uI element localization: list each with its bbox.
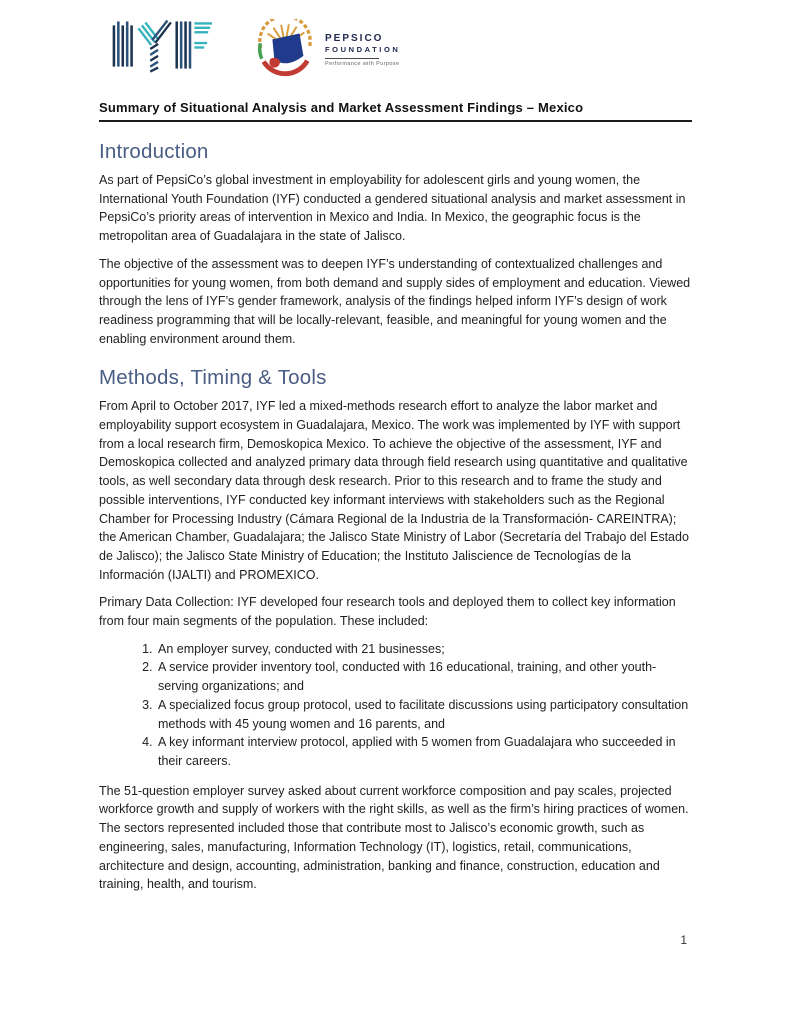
- list-item: 2. A service provider inventory tool, conducted with 16 educational, training, and other youth-serving organizations; and: [156, 658, 692, 695]
- list-item: 1. An employer survey, conducted with 21 businesses;: [156, 640, 692, 659]
- methods-paragraph-3: The 51-question employer survey asked about current workforce composition and pay scales, projected workforce growth and supply of workers with the right skills, as well as the firm’s hiring practices of women. The sectors represented included those that contribute most to Jalisco’s economic growth, such as engineering, sales, manufacturing, Information Technology (IT), logistics, retail, communications, architecture and design, accounting, administration, banking and finance, construction, education and training, health, and tourism.: [99, 783, 689, 892]
- intro-paragraph-1: As part of PepsiCo’s global investment in employability for adolescent girls and young women, the International Youth Foundation (IYF) conducted a gendered situational analysis and market assessment in PepsiCo’s priority areas of intervention in Mexico and India. In Mexico, the geographic focus is the metropolitan area of Guadalajara in the state of Jalisco.: [99, 173, 686, 244]
- research-tools-list: [99, 640, 692, 771]
- methods-paragraph-1: From April to October 2017, IYF led a mixed-methods research effort to analyze the labor market and employability support ecosystem in Guadalajara, Mexico. The work was implemented by IYF with support from a local research firm, Demoskopica Mexico. To achieve the objective of the assessment, IYF and Demoskopica collected and analyzed primary data through field research using quantitative and qualitative tools, as well secondary data through desk research. Prior to this research and to frame the study and possible interventions, IYF conducted key informant interviews with stakeholders such as the Regional Chamber for Processing Industry (Cámara Regional de la Industria de la Transformación- CAREINTRA); the American Chamber, Guadalajara; the Jalisco State Ministry of Labor (Secretaría del Trabajo del Estado de Jalisco); the Jalisco State Ministry of Education; the Instituto Jaliscience de Tecnologías de la Información (IJALTI) and PROMEXICO.: [99, 399, 689, 582]
- pepsico-logo-divider: [325, 58, 379, 59]
- list-item: 3. A specialized focus group protocol, used to facilitate discussions using participatory consultation methods with 45 young women and 16 parents, and: [156, 696, 692, 733]
- section-heading-introduction: Introduction: [99, 140, 209, 163]
- pepsico-emblem-icon: [254, 19, 316, 81]
- pepsico-wordmark-foundation: FOUNDATION: [325, 45, 401, 54]
- document-title: Summary of Situational Analysis and Market Assessment Findings – Mexico: [99, 100, 692, 122]
- methods-paragraph-2: Primary Data Collection: IYF developed four research tools and deployed them to collect key information from four main segments of the population. These included:: [99, 595, 676, 629]
- document-header: [110, 0, 692, 87]
- pepsico-foundation-logo: [254, 19, 400, 81]
- pepsico-tagline: Performance with Purpose: [325, 61, 400, 67]
- page-number: 1: [680, 933, 687, 947]
- list-item: 4. A key informant interview protocol, applied with 5 women from Guadalajara who succeeded in their careers.: [156, 733, 692, 770]
- iyf-logo: [110, 15, 216, 82]
- pepsico-wordmark: PEPSICO: [325, 33, 384, 44]
- intro-paragraph-2: The objective of the assessment was to deepen IYF’s understanding of contextualized challenges and opportunities for young women, from both demand and supply sides of employment and education. Viewed through the lens of IYF’s gender framework, analysis of the findings helped inform IYF’s design of work readiness programming that will be locally-relevant, feasible, and meaningful for young women and the enabling environment around them.: [99, 256, 691, 346]
- section-heading-methods: Methods, Timing & Tools: [99, 366, 327, 390]
- iyf-logo-icon: [110, 15, 216, 77]
